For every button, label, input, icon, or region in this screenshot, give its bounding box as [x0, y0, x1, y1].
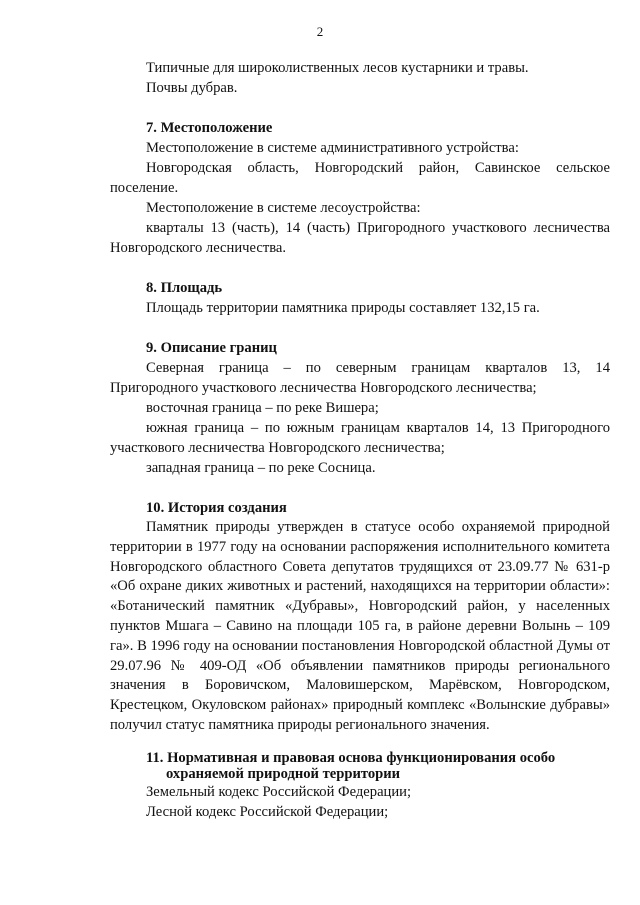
section-11-item-2: Лесной кодекс Российской Федерации;	[146, 803, 389, 820]
section-9-heading: 9. Описание границ	[146, 340, 277, 356]
section-7-admin-value: Новгородская область, Новгородский район, Савинское сельское поселение.	[110, 160, 610, 196]
section-11-heading-line-2: охраняемой природной территории	[166, 765, 401, 782]
section-7-forest-label: Местоположение в системе лесоустройства:	[146, 200, 421, 216]
intro-line-2: Почвы дубрав.	[146, 80, 238, 96]
section-8-text: Площадь территории памятника природы составляет 132,15 га.	[146, 300, 540, 316]
section-9-west: западная граница – по реке Сосница.	[146, 460, 376, 476]
page-number: 2	[316, 24, 324, 39]
section-7-admin-label: Местоположение в системе административного устройства:	[146, 140, 519, 156]
section-11-heading	[110, 750, 610, 782]
section-8-heading: 8. Площадь	[146, 280, 223, 296]
section-10-text: Памятник природы утвержден в статусе особо охраняемой природной территории в 1977 году на основании распоряжения исполнительного комитета Новгородского областного Совета депутатов трудящихся от 23.09.77 № 631-р «Об охране диких животных и растений, находящихся на территории области»: «Ботанический памятник «Дубравы», Новгородский район, у населенных пунктов Мшага – Савино на площади 105 га, в районе деревни Волынь – 109 га». В 1996 году на основании постановления Новгородской областной Думы от 29.07.96 № 409-ОД «Об объявлении памятников природы регионального значения в Боровичском, Маловишерском, Марёвском, Новгородском, Крестецком, Окуловском районах» природный комплекс «Волынские дубравы» получил статус памятника природы регионального значения.	[110, 519, 610, 733]
document-body	[110, 58, 610, 822]
section-10-heading: 10. История создания	[146, 500, 287, 516]
section-7-heading: 7. Местоположение	[146, 120, 273, 136]
section-7-forest-value: кварталы 13 (часть), 14 (часть) Пригородного участкового лесничества Новгородского лесничества.	[110, 220, 610, 256]
section-11-item-1: Земельный кодекс Российской Федерации;	[146, 783, 412, 800]
intro-line-1: Типичные для широколиственных лесов кустарники и травы.	[146, 60, 529, 76]
section-9-south: южная граница – по южным границам кварталов 14, 13 Пригородного участкового лесничества Новгородского лесничества;	[110, 420, 610, 456]
section-11-heading-line-1: 11. Нормативная и правовая основа функционирования особо	[146, 749, 556, 766]
section-9-north: Северная граница – по северным границам кварталов 13, 14 Пригородного участкового лесничества Новгородского лесничества;	[110, 360, 610, 396]
section-9-east: восточная граница – по реке Вишера;	[146, 400, 379, 416]
